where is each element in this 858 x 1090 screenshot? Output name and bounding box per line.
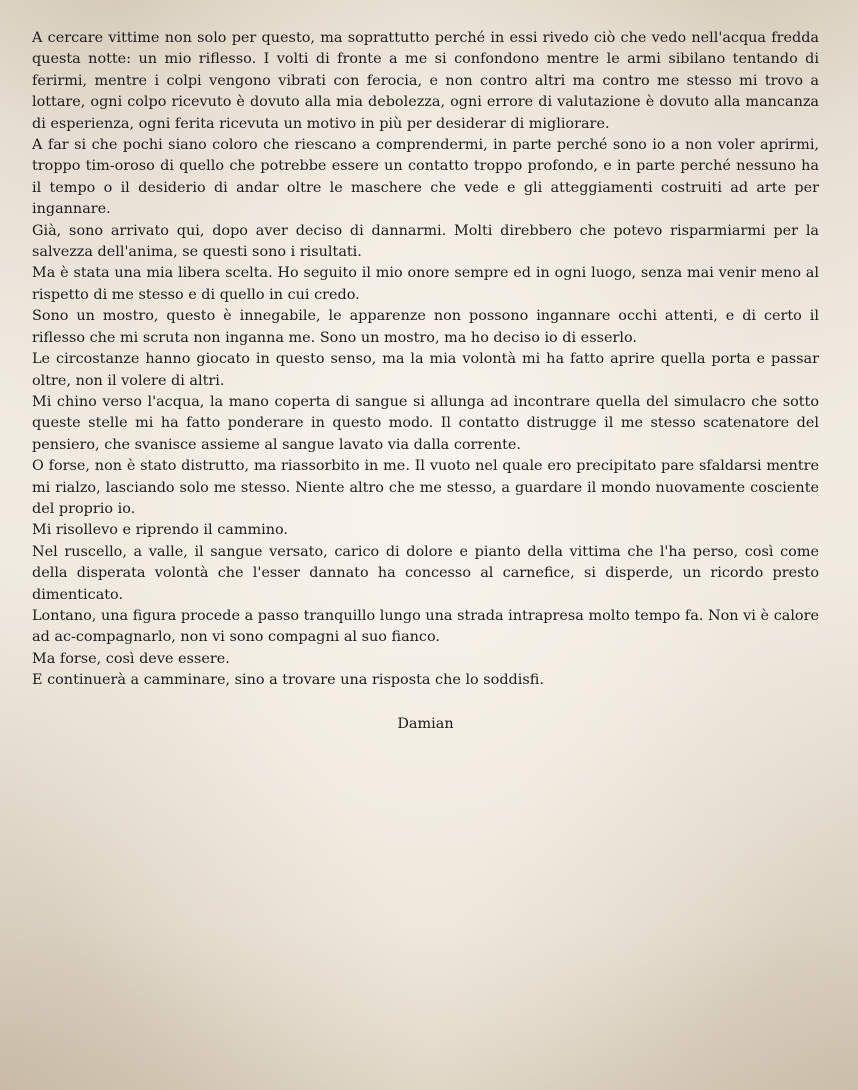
paragraph-6: Le circostanze hanno giocato in questo senso, ma la mia volontà mi ha fatto aprire quella porta e passar oltre, non il volere di altri. bbox=[32, 351, 819, 389]
paragraph-5: Sono un mostro, questo è innegabile, le apparenze non possono ingannare occhi attenti, e di certo il riflesso che mi scruta non inganna me. Sono un mostro, ma ho deciso io di esserlo. bbox=[32, 308, 819, 346]
paragraph-8: O forse, non è stato distrutto, ma riassorbito in me. Il vuoto nel quale ero precipitato pare sfaldarsi mentre mi rialzo, lasciando solo me stesso. Niente altro che me stesso, a guardare il mondo nuovamente cosciente del proprio io. bbox=[32, 458, 819, 517]
paragraph-13: E continuerà a camminare, sino a trovare una risposta che lo soddisfi. bbox=[32, 672, 544, 689]
paragraph-2: A far si che pochi siano coloro che riescano a comprendermi, in parte perché sono io a non voler aprirmi, troppo tim-oroso di quello che potrebbe essere un contatto troppo profondo, e in parte perché nessuno ha il tempo o il desiderio di andar oltre le maschere che vede e gli atteggiamenti costruiti ad arte per ingannare. bbox=[32, 137, 819, 218]
story-text bbox=[32, 28, 819, 692]
paragraph-3: Già, sono arrivato qui, dopo aver deciso di dannarmi. Molti direbbero che potevo risparmiarmi per la salvezza dell'anima, se questi sono i risultati. bbox=[32, 222, 819, 261]
author-signature: Damian bbox=[397, 715, 454, 732]
paragraph-10: Nel ruscello, a valle, il sangue versato, carico di dolore e pianto della vittima che l'ha perso, così come della disperata volontà che l'esser dannato ha concesso al carnefice, si disperde, un ricordo presto dimenticato. bbox=[32, 543, 819, 603]
paragraph-11: Lontano, una figura procede a passo tranquillo lungo una strada intrapresa molto tempo fa. Non vi è calore ad ac-compagnarlo, non vi sono compagni al suo fianco. bbox=[32, 607, 819, 646]
story-page bbox=[32, 28, 819, 735]
paragraph-4: Ma è stata una mia libera scelta. Ho seguito il mio onore sempre ed in ogni luogo, senza mai venir meno al rispetto di me stesso e di quello in cui credo. bbox=[32, 265, 819, 303]
paragraph-1: A cercare vittime non solo per questo, ma soprattutto perché in essi rivedo ciò che vedo nell'acqua fredda questa notte: un mio riflesso. I volti di fronte a me si confondono mentre le armi sibilano tentando di ferirmi, mentre i colpi vengono vibrati con ferocia, e non contro altri ma contro me stesso mi trovo a lottare, ogni colpo ricevuto è dovuto alla mia debolezza, ogni errore di valutazione è dovuto alla mancanza di esperienza, ogni ferita ricevuta un motivo in più per desiderar di migliorare. bbox=[32, 30, 819, 132]
paragraph-7: Mi chino verso l'acqua, la mano coperta di sangue si allunga ad incontrare quella del simulacro che sotto queste stelle mi ha fatto ponderare in questo modo. Il contatto distrugge il me stesso scatenatore del pensiero, che svanisce assieme al sangue lavato via dalla corrente. bbox=[32, 393, 819, 453]
paragraph-12: Ma forse, così deve essere. bbox=[32, 650, 230, 667]
paragraph-9: Mi risollevo e riprendo il cammino. bbox=[32, 522, 288, 539]
